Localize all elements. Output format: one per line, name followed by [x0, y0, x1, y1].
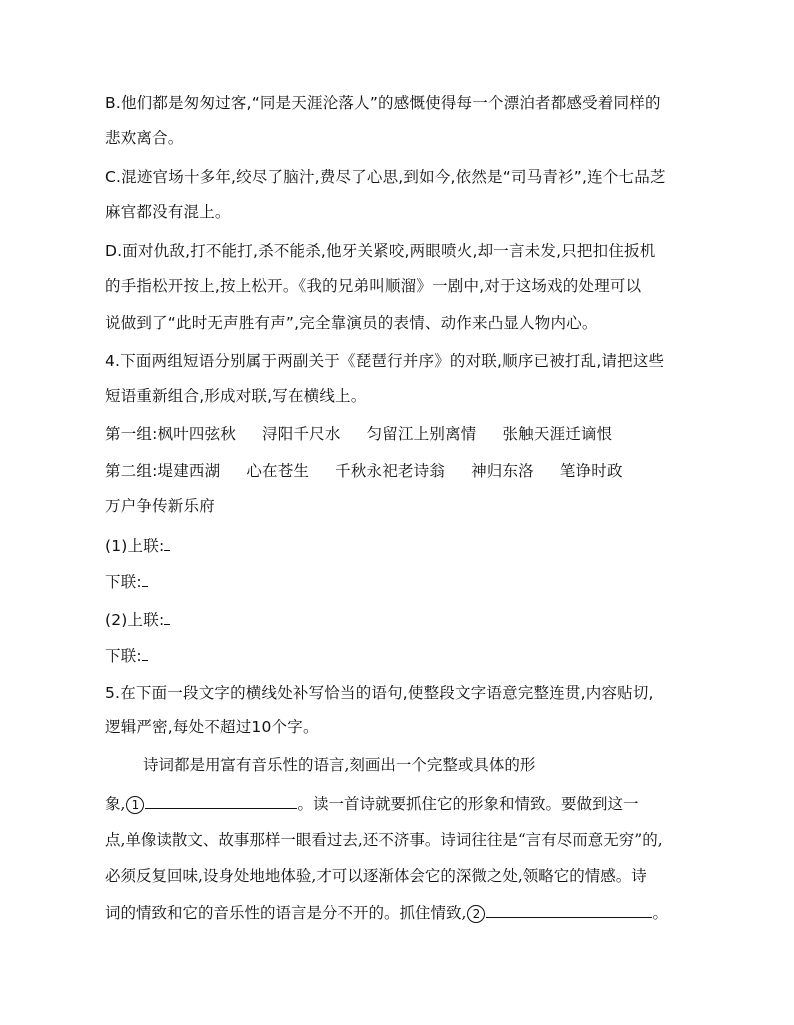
answer-blank[interactable] [142, 646, 148, 661]
phrase-group-2-extra: 万户争传新乐府 [105, 497, 215, 515]
option-d-line-3: 说做到了“此时无声胜有声”,完全靠演员的表情、动作来凸显人物内心。 [105, 314, 598, 332]
question-5-line-1: 5.在下面一段文字的横线处补写恰当的语句,使整段文字语意完整连贯,内容贴切, [105, 684, 654, 702]
passage-line-4: 必须反复回味,设身处地地体验,才可以逐渐体会它的深微之处,领略它的情感。诗 [105, 867, 647, 885]
pair-1-lower-label: 下联: [105, 573, 142, 591]
blank-2-line[interactable] [486, 901, 652, 918]
pair-2-upper [105, 609, 170, 631]
question-4-line-2: 短语重新组合,形成对联,写在横线上。 [105, 387, 367, 405]
phrase: 浔阳千尺水 [262, 425, 341, 443]
answer-blank[interactable] [164, 610, 170, 625]
pair-2-lower-label: 下联: [105, 647, 142, 665]
passage-line-2: 象, 1 。读一首诗就要抓住它的形象和情致。要做到这一 [105, 792, 638, 815]
blank-1-number: 1 [126, 796, 144, 814]
option-d-line-2: 的手指松开按上,按上松开。《我的兄弟叫顺溜》一剧中,对于这场戏的处理可以 [105, 277, 642, 295]
option-c-line-1: C.混迹官场十多年,绞尽了脑汁,费尽了心思,到如今,依然是“司马青衫”,连个七品芝 [105, 168, 666, 186]
group-1-label: 第一组: [105, 425, 158, 443]
blank-2-number: 2 [467, 905, 485, 923]
phrase: 张触天涯迁谪恨 [502, 425, 613, 443]
pair-1-upper [105, 535, 170, 557]
option-d-line-1: D.面对仇敌,打不能打,杀不能杀,他牙关紧咬,两眼喷火,却一言未发,只把扣住扳机 [105, 242, 656, 260]
pair-1-lower [105, 571, 148, 593]
question-5-line-2: 逻辑严密,每处不超过10个字。 [105, 718, 319, 736]
option-b-line-2: 悲欢离合。 [105, 129, 184, 147]
passage-line-3: 点,单像读散文、故事那样一眼看过去,还不济事。诗词往往是“言有尽而意无穷”的, [105, 831, 663, 849]
pair-2-upper-label: (2)上联: [105, 611, 165, 629]
phrase: 千秋永祀老诗翁 [335, 462, 446, 480]
blank-1-line[interactable] [145, 792, 297, 809]
answer-blank[interactable] [164, 536, 170, 551]
pair-1-upper-label: (1)上联: [105, 537, 165, 555]
phrase-group-2 [105, 460, 623, 482]
phrase: 匀留江上别离情 [366, 425, 477, 443]
pair-2-lower [105, 645, 148, 667]
option-c-line-2: 麻官都没有混上。 [105, 203, 231, 221]
question-4-line-1: 4.下面两组短语分别属于两副关于《琵琶行并序》的对联,顺序已被打乱,请把这些 [105, 352, 665, 370]
phrase: 堤建西湖 [157, 462, 221, 480]
phrase: 枫叶四弦秋 [157, 425, 237, 443]
phrase: 笔诤时政 [559, 462, 623, 480]
passage-line-5: 词的情致和它的音乐性的语言是分不开的。抓住情致, 2 。 [105, 901, 668, 924]
option-b-line-1: B.他们都是匆匆过客,“同是天涯沦落人”的感慨使得每一个漂泊者都感受着同样的 [105, 94, 661, 112]
phrase: 神归东洛 [471, 462, 534, 480]
answer-blank[interactable] [142, 572, 148, 587]
group-2-label: 第二组: [105, 462, 158, 480]
phrase-group-1 [105, 423, 612, 445]
phrase: 心在苍生 [246, 462, 310, 480]
passage-line-1: 诗词都是用富有音乐性的语言,刻画出一个完整或具体的形 [143, 756, 536, 774]
